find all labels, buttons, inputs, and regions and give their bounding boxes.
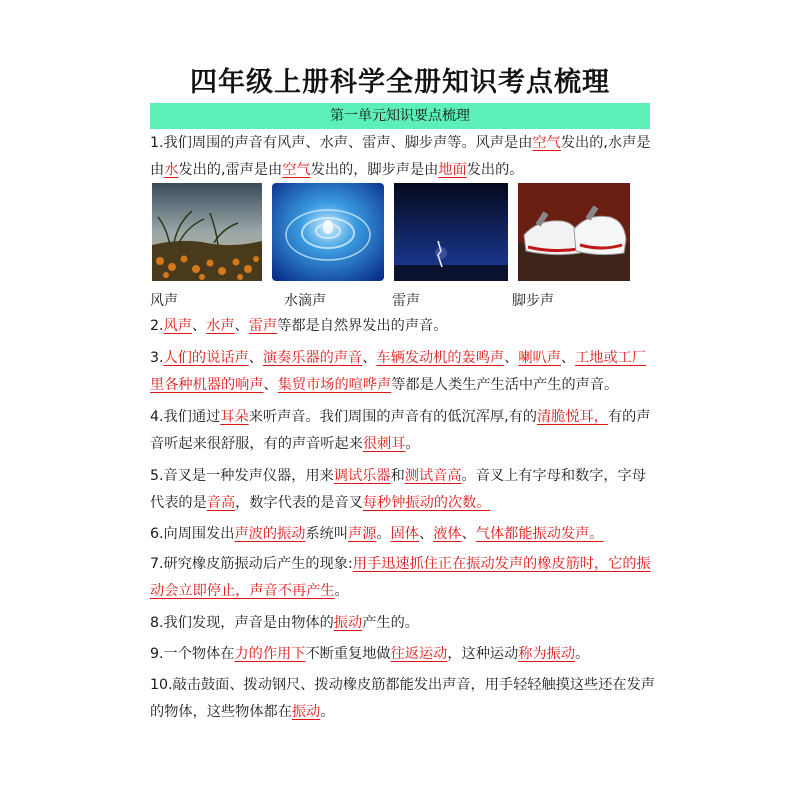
body-text: 系统叫 [305, 526, 349, 542]
caption-wind: 风声 [150, 293, 178, 309]
answer-text: 空气 [532, 135, 561, 151]
body-text: 发出的,水声是由 [150, 135, 651, 178]
answer-text: 地面 [438, 162, 467, 178]
answer-text: 风声 [163, 318, 192, 334]
caption-thunder: 雷声 [392, 293, 420, 309]
water-drop-photo [272, 183, 384, 281]
body-text: 、 [461, 526, 476, 542]
answer-text: 空气 [282, 162, 311, 178]
body-text: ，数字代表的是音叉 [235, 495, 363, 511]
lightning-photo [394, 183, 508, 281]
body-text: 9.一个物体在 [150, 646, 235, 662]
body-text: 2. [150, 318, 164, 334]
body-text: 7.研究橡皮筋振动后产生的现象: [150, 556, 353, 572]
paragraph-5 [150, 463, 655, 517]
body-text: 有的声音听起来很舒服，有的声音听起来 [150, 409, 651, 452]
body-text: 、 [504, 350, 519, 366]
answer-text: 振动 [291, 704, 321, 720]
paragraph-9 [150, 641, 655, 668]
paragraph-3 [150, 345, 655, 399]
body-text: 发出的。 [466, 162, 524, 178]
answer-text: 调试乐器 [333, 468, 391, 484]
answer-text: 喇叭声 [518, 350, 561, 366]
answer-text: 液体 [433, 526, 462, 542]
body-text: ，这种运动 [447, 646, 519, 662]
body-text: 1.我们周围的声音有风声、水声、雷声、脚步声等。风声是由 [150, 135, 533, 151]
body-text: 。音叉上有字母和数字，字母代表的是 [150, 468, 646, 511]
answer-text: 力的作用下 [234, 646, 306, 662]
answer-text: 称为振动 [518, 646, 576, 662]
answer-text: 人们的说话声 [163, 350, 249, 366]
body-text: 等都是人类生产生活中产生的声音。 [391, 377, 619, 393]
paragraph-4 [150, 404, 655, 458]
paragraph-6 [150, 521, 655, 548]
caption-water-drop: 水滴声 [284, 293, 326, 309]
body-text: 不断重复地做 [305, 646, 391, 662]
answer-text: 清脆悦耳， [536, 409, 608, 425]
answer-text: 耳朵 [220, 409, 249, 425]
answer-text: 集贸市场的喧哗声 [277, 377, 392, 393]
wind-field-photo [152, 183, 262, 281]
paragraph-7 [150, 551, 655, 605]
paragraph-2 [150, 313, 655, 340]
body-text: 等都是自然界发出的声音。 [277, 318, 448, 334]
paragraph-8 [150, 610, 655, 637]
body-text: 发出的,雷声是由 [178, 162, 283, 178]
answer-text: 水 [164, 162, 179, 178]
body-text: 。 [575, 646, 590, 662]
answer-text: 测试音高 [404, 468, 462, 484]
body-text: 、 [248, 350, 263, 366]
body-text: 产生的。 [362, 615, 419, 631]
answer-text: 每秒钟振动的次数。 [362, 495, 491, 511]
document-title: 四年级上册科学全册知识考点梳理 [190, 67, 610, 98]
body-text: 、 [234, 318, 249, 334]
body-text: 6.向周围发出 [150, 526, 235, 542]
unit-heading-band: 第一单元知识要点梳理 [150, 103, 650, 129]
body-text: 。 [334, 583, 349, 599]
answer-text: 雷声 [248, 318, 278, 334]
body-text: 、 [362, 350, 377, 366]
body-text: 4.我们通过 [150, 409, 221, 425]
paragraph-10 [150, 672, 655, 726]
answer-text: 固体 [390, 526, 419, 542]
body-text: 。 [376, 526, 391, 542]
answer-text: 车辆发动机的轰鸣声 [376, 350, 505, 366]
answer-text: 气体都能振动发声。 [475, 526, 604, 542]
body-text: 3. [150, 350, 164, 366]
sneakers-photo [518, 183, 630, 281]
answer-text: 演奏乐器的声音 [262, 350, 363, 366]
caption-footsteps: 脚步声 [512, 293, 554, 309]
photo-strip [150, 183, 640, 281]
body-text: 、 [419, 526, 434, 542]
paragraph-1 [150, 130, 655, 184]
body-text: 8.我们发现，声音是由物体的 [150, 615, 334, 631]
body-text: 。 [405, 436, 420, 452]
body-text: 、 [560, 350, 576, 366]
body-text: 发出的，脚步声是由 [310, 162, 439, 178]
answer-text: 振动 [333, 615, 363, 631]
body-text: 10.敲击鼓面、拨动钢尺、拨动橡皮筋都能发出声音，用手轻轻触摸这些还在发声的物体，这些物体都在 [150, 677, 655, 720]
answer-text: 工地或工厂里各种机器的响声 [150, 350, 647, 393]
answer-text: 往返运动 [390, 646, 448, 662]
answer-text: 水声 [206, 318, 235, 334]
body-text: 和 [390, 468, 405, 484]
body-text: 、 [263, 377, 278, 393]
body-text: 来听声音。我们周围的声音有的低沉浑厚,有的 [248, 409, 537, 425]
body-text: 。 [320, 704, 335, 720]
answer-text: 音高 [206, 495, 236, 511]
body-text: 、 [191, 318, 207, 334]
answer-text: 用手迅速抓住正在振动发声的橡皮筋时，它的振动会立即停止，声音不再产生 [150, 556, 651, 599]
answer-text: 很刺耳 [362, 436, 406, 452]
body-text: 5.音叉是一种发声仪器，用来 [150, 468, 334, 484]
answer-text: 声源 [348, 526, 377, 542]
answer-text: 声波的振动 [234, 526, 306, 542]
